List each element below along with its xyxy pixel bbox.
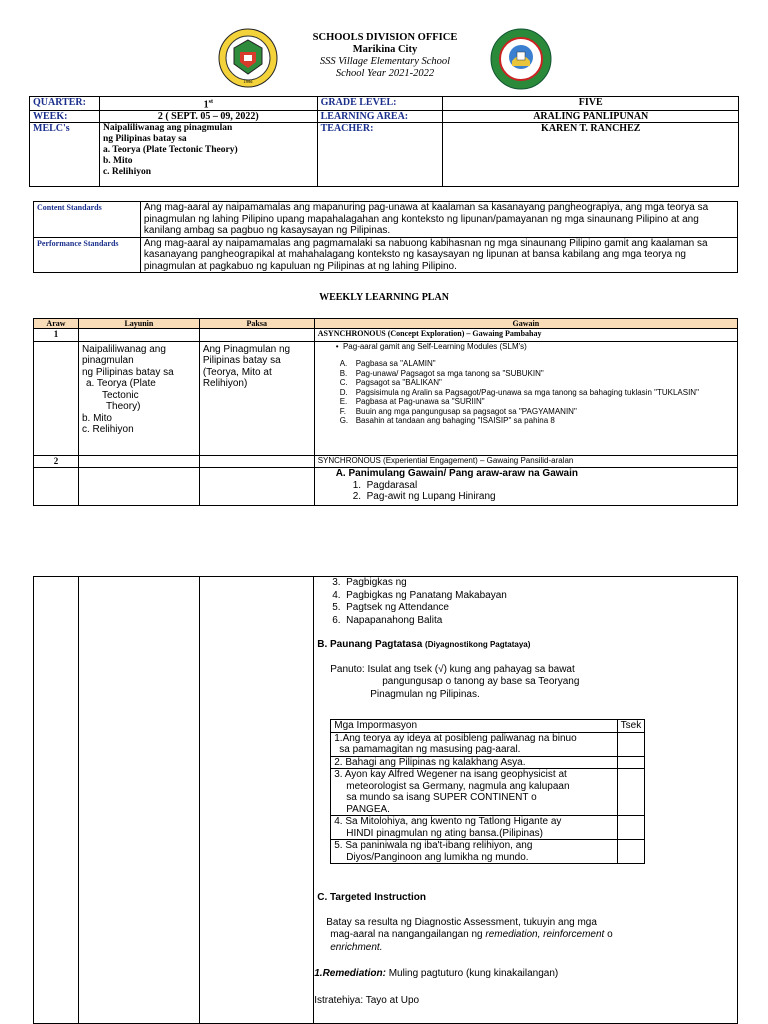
grade-label: GRADE LEVEL: (317, 97, 443, 111)
tsek-box[interactable] (617, 840, 645, 864)
diagnostic-item-5: 5. Sa paniniwala ng iba't-ibang relihiyon, ang Diyos/Panginoon ang lumikha ng mundo. (331, 840, 617, 864)
performance-standards-text: Ang mag-aaral ay naipamamalas ang pagmamalaki sa nabuong kabihasnan ng mga sinaunang Pilipino gamit ang kaalaman sa kasanayang pangheograpikal at mahahalagang konteksto ng kasaysayan ng lipunan at bansa kabilang ang mga teorya ng pinagmulan at pagkabuo ng kapuluan ng Pilipinas at ng lahing Pilipino. (140, 237, 737, 273)
info-table (29, 96, 739, 187)
a-items-continued: 3. Pagbigkas ng 4. Pagbigkas ng Panatang Makabayan 5. Pagtsek ng Attendance 6. Napapanahong Balita (332, 577, 507, 626)
melc-label: MELC's (30, 123, 100, 187)
remediation-line: 1.Remediation: Muling pagtuturo (kung kinakailangan) (314, 968, 559, 979)
a-item-2: 2. Pag-awit ng Lupang Hinirang (352, 491, 496, 502)
page2-gawain-cell (314, 577, 738, 1024)
diagnostic-item-4: 4. Sa Mitolohiya, ang kwento ng Tatlong Higante ay HINDI pinagmulan ng ating bansa.(Pilipinas) (331, 816, 617, 840)
school-name: SSS Village Elementary School (319, 56, 451, 67)
standards-table (33, 201, 738, 273)
week-value: 2 ( SEPT. 05 – 09, 2022) (99, 111, 317, 123)
document-header (0, 28, 768, 88)
header-text (260, 32, 510, 80)
quarter-label: QUARTER: (30, 97, 100, 111)
week-label: WEEK: (30, 111, 100, 123)
content-standards-label: Content Standards (34, 202, 141, 238)
col-gawain: Gawain (314, 319, 737, 329)
office-name: SCHOOLS DIVISION OFFICE (312, 32, 458, 43)
module-steps (318, 359, 734, 426)
col-layunin: Layunin (78, 319, 199, 329)
tsek-box[interactable] (617, 756, 645, 769)
module-step: C. Pagsagot sa "BALIKAN" (339, 378, 442, 387)
plan-header-row (34, 319, 738, 329)
tsek-box[interactable] (617, 732, 645, 756)
info-col-head: Mga Impormasyon (331, 720, 617, 733)
teacher-label: TEACHER: (317, 123, 443, 187)
weekly-plan-table (33, 318, 738, 506)
module-step: A. Pagbasa sa "ALAMIN" (339, 359, 436, 368)
city-name: Marikina City (352, 44, 418, 55)
teacher-value: KAREN T. RANCHEZ (443, 123, 739, 187)
strategy-line: Istratehiya: Tayo at Upo (314, 994, 420, 1006)
weekly-plan-table-continued (33, 576, 738, 1024)
day-1: 1 (34, 329, 79, 342)
part-a-cell (314, 468, 737, 506)
school-year: School Year 2021-2022 (335, 68, 435, 79)
module-step: G. Basahin at tandaan ang bahaging "ISAISIP" sa pahina 8 (339, 416, 555, 425)
col-araw: Araw (34, 319, 79, 329)
paksa-cell: Ang Pinagmulan ng Pilipinas batay sa (Teorya, Mito at Relihiyon) (199, 341, 314, 455)
weekly-learning-plan-title: WEEKLY LEARNING PLAN (319, 292, 449, 303)
part-a-title: A. Panimulang Gawain/ Pang araw-araw na Gawain (335, 468, 578, 479)
content-standards-text: Ang mag-aaral ay naipamamalas ang mapanuring pag-unawa at kaalaman sa kasanayang pangheograpiya, ang mga teorya sa pinagmulan ng lahing Pilipino upang mapahalagahan ang konteksto ng lipunan/pamayanan ng mga sinaunang Pilipino at ang kanilang ambag sa pagbuo ng kasaysayan ng Pilipinas. (140, 202, 737, 238)
col-paksa: Paksa (199, 319, 314, 329)
module-step: F. Buuin ang mga pangungusap sa pagsagot sa "PAGYAMANIN" (339, 406, 577, 416)
sync-title: SYNCHRONOUS (Experiential Engagement) – Gawaing Pansilid-aralan (314, 455, 737, 468)
performance-standards-label: Performance Standards (34, 237, 141, 273)
part-c-title: C. Targeted Instruction (317, 892, 426, 903)
part-b-title: B. Paunang Pagtatasa (Diyagnostikong Pagtataya) (317, 639, 531, 650)
grade-value: FIVE (443, 97, 739, 111)
a-item-1: 1. Pagdarasal (352, 479, 418, 491)
diagnostic-table (330, 719, 645, 864)
melc-value: Naipaliliwanag ang pinagmulan ng Pilipinas batay sa a. Teorya (Plate Tectonic Theory) b. Mito c. Relihiyon (99, 123, 317, 187)
diagnostic-item-2: 2. Bahagi ang Pilipinas ng kalakhang Asya. (331, 756, 617, 769)
tsek-box[interactable] (617, 816, 645, 840)
quarter-value: 1st (99, 97, 317, 111)
svg-text:1996: 1996 (243, 79, 253, 84)
panuto: Panuto: Isulat ang tsek (√) kung ang pahayag sa bawat pangungusap o tanong ay base sa Teoryang Pinagmulan ng Pilipinas. (330, 663, 580, 700)
area-value: ARALING PANLIPUNAN (443, 111, 739, 123)
diagnostic-item-1: 1.Ang teorya ay ideya at posibleng paliwanag na binuo sa pamamagitan ng masusing pag-aaral. (331, 732, 617, 756)
area-label: LEARNING AREA: (317, 111, 443, 123)
layunin-cell: Naipaliliwanag ang pinagmulan ng Pilipinas batay sa a. Teorya (Plate Tectonic Theory) b. Mito c. Relihiyon (78, 341, 199, 455)
module-step: B. Pag-unawa/ Pagsagot sa mga tanong sa "SUBUKIN" (339, 368, 544, 378)
slm-bullet: • Pag-aaral gamit ang Self-Learning Modules (SLM's) (335, 341, 527, 351)
diagnostic-item-3: 3. Ayon kay Alfred Wegener na isang geophysicist at meteorologist sa Germany, nagmula ang kalupaan sa mundo sa isang SUPER CONTINENT o PANGEA. (331, 769, 617, 816)
targeted-instruction-text: Batay sa resulta ng Diagnostic Assessment, tukuyin ang mga mag-aaral na nangangailangan ng remediation, reinforcement o enrichment. (326, 916, 613, 953)
async-title: ASYNCHRONOUS (Concept Exploration) – Gawaing Pambahay (314, 329, 737, 342)
day-2: 2 (34, 455, 79, 468)
tsek-col-head: Tsek (617, 720, 645, 733)
module-step: E. Pagbasa at Pag-unawa sa "SURIIN" (339, 397, 485, 406)
gawain-cell (314, 341, 737, 455)
tsek-box[interactable] (617, 769, 645, 816)
module-step: D. Pagsisimula ng Aralin sa Pagsagot/Pag-unawa sa mga tanong sa bahaging tuklasin "TUKLASIN" (339, 387, 699, 397)
